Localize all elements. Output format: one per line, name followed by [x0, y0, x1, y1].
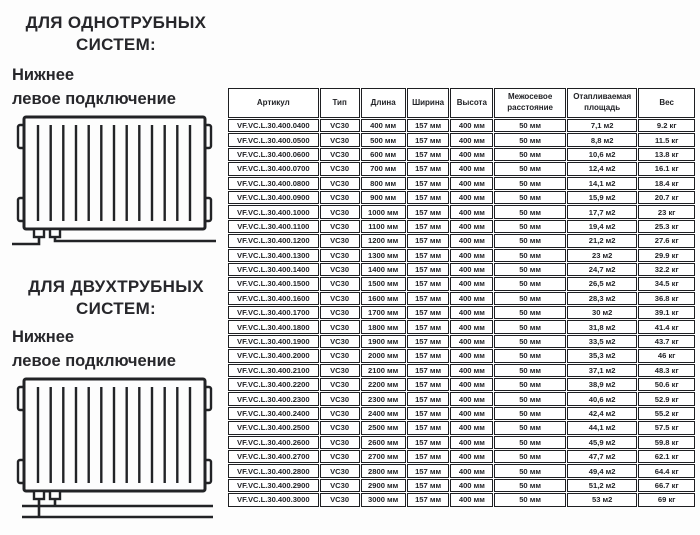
table-cell: 49,4 м2	[567, 464, 637, 477]
table-row	[228, 450, 695, 463]
table-cell: 32.2 кг	[638, 263, 695, 276]
table-cell: VF.VC.L.30.400.2900	[228, 479, 319, 492]
table-cell: 50 мм	[494, 407, 566, 420]
table-cell: VC30	[320, 263, 360, 276]
table-cell: 34.5 кг	[638, 277, 695, 290]
table-cell: 400 мм	[450, 191, 493, 204]
table-cell: 46 кг	[638, 349, 695, 362]
table-cell: 21,2 м2	[567, 234, 637, 247]
table-cell: 17,7 м2	[567, 205, 637, 218]
table-cell: 23 м2	[567, 249, 637, 262]
table-row	[228, 205, 695, 218]
table-cell: 50 мм	[494, 277, 566, 290]
table-cell: 2200 мм	[361, 378, 406, 391]
radiator-spec-table	[227, 87, 696, 508]
table-cell: 50 мм	[494, 133, 566, 146]
table-cell: VC30	[320, 378, 360, 391]
table-cell: VC30	[320, 392, 360, 405]
column-header: Высота	[450, 88, 493, 118]
table-cell: 20.7 кг	[638, 191, 695, 204]
table-cell: VC30	[320, 234, 360, 247]
table-cell: 400 мм	[450, 364, 493, 377]
table-cell: VF.VC.L.30.400.0500	[228, 133, 319, 146]
table-row	[228, 407, 695, 420]
table-row	[228, 421, 695, 434]
table-cell: 10,6 м2	[567, 148, 637, 161]
table-cell: VC30	[320, 364, 360, 377]
table-cell: 50 мм	[494, 493, 566, 506]
table-row	[228, 292, 695, 305]
table-cell: VC30	[320, 479, 360, 492]
table-cell: 50 мм	[494, 177, 566, 190]
table-cell: 25.3 кг	[638, 220, 695, 233]
table-cell: 2700 мм	[361, 450, 406, 463]
table-cell: 157 мм	[407, 148, 450, 161]
table-cell: 400 мм	[450, 421, 493, 434]
table-cell: 157 мм	[407, 320, 450, 333]
table-cell: VF.VC.L.30.400.2500	[228, 421, 319, 434]
table-cell: 3000 мм	[361, 493, 406, 506]
column-header: Тип	[320, 88, 360, 118]
table-cell: 500 мм	[361, 133, 406, 146]
table-cell: VF.VC.L.30.400.2100	[228, 364, 319, 377]
table-cell: 2800 мм	[361, 464, 406, 477]
table-cell: 66.7 кг	[638, 479, 695, 492]
table-cell: 37,1 м2	[567, 364, 637, 377]
subtitle-line: левое подключение	[12, 351, 176, 370]
subtitle-line: Нижнее	[12, 328, 75, 346]
table-cell: 51,2 м2	[567, 479, 637, 492]
table-row	[228, 220, 695, 233]
table-cell: 44,1 м2	[567, 421, 637, 434]
table-cell: 157 мм	[407, 335, 450, 348]
table-cell: 157 мм	[407, 349, 450, 362]
table-cell: 400 мм	[450, 133, 493, 146]
table-cell: 50 мм	[494, 205, 566, 218]
table-cell: 50 мм	[494, 234, 566, 247]
table-cell: 1000 мм	[361, 205, 406, 218]
table-cell: 400 мм	[450, 249, 493, 262]
table-cell: 400 мм	[450, 277, 493, 290]
table-cell: 157 мм	[407, 119, 450, 132]
table-cell: 157 мм	[407, 177, 450, 190]
table-cell: VF.VC.L.30.400.0700	[228, 162, 319, 175]
table-cell: VF.VC.L.30.400.2200	[228, 378, 319, 391]
table-cell: 50 мм	[494, 119, 566, 132]
table-cell: VC30	[320, 464, 360, 477]
table-cell: 36.8 кг	[638, 292, 695, 305]
table-cell: 2000 мм	[361, 349, 406, 362]
table-row	[228, 191, 695, 204]
table-cell: 700 мм	[361, 162, 406, 175]
single-pipe-radiator-diagram	[12, 112, 217, 248]
table-cell: VF.VC.L.30.400.0900	[228, 191, 319, 204]
table-row	[228, 335, 695, 348]
table-cell: 1200 мм	[361, 234, 406, 247]
table-cell: 400 мм	[450, 234, 493, 247]
table-cell: 2900 мм	[361, 479, 406, 492]
table-cell: 12,4 м2	[567, 162, 637, 175]
table-cell: 600 мм	[361, 148, 406, 161]
table-cell: 31,8 м2	[567, 320, 637, 333]
table-cell: VF.VC.L.30.400.0600	[228, 148, 319, 161]
table-cell: 47,7 м2	[567, 450, 637, 463]
table-cell: VF.VC.L.30.400.2700	[228, 450, 319, 463]
two-pipe-section-title	[10, 276, 222, 321]
column-header: Ширина	[407, 88, 450, 118]
table-cell: VF.VC.L.30.400.1400	[228, 263, 319, 276]
table-cell: 13.8 кг	[638, 148, 695, 161]
table-cell: VC30	[320, 177, 360, 190]
table-cell: 157 мм	[407, 191, 450, 204]
table-cell: VF.VC.L.30.400.1800	[228, 320, 319, 333]
single-pipe-connection-label	[12, 64, 222, 112]
table-cell: VC30	[320, 133, 360, 146]
table-cell: VF.VC.L.30.400.2600	[228, 436, 319, 449]
table-cell: VC30	[320, 220, 360, 233]
table-cell: 157 мм	[407, 162, 450, 175]
title-line: СИСТЕМ:	[76, 35, 156, 55]
table-cell: 1600 мм	[361, 292, 406, 305]
table-cell: 400 мм	[450, 320, 493, 333]
left-panel	[10, 0, 222, 535]
table-cell: VC30	[320, 320, 360, 333]
table-cell: 50 мм	[494, 450, 566, 463]
table-cell: VF.VC.L.30.400.1000	[228, 205, 319, 218]
table-cell: 1700 мм	[361, 306, 406, 319]
table-cell: 48.3 кг	[638, 364, 695, 377]
table-cell: 23 кг	[638, 205, 695, 218]
subtitle-line: Нижнее	[12, 66, 75, 84]
table-cell: 157 мм	[407, 378, 450, 391]
table-cell: VF.VC.L.30.400.3000	[228, 493, 319, 506]
table-row	[228, 378, 695, 391]
table-cell: 50 мм	[494, 464, 566, 477]
table-cell: 157 мм	[407, 450, 450, 463]
table-cell: 35,3 м2	[567, 349, 637, 362]
table-cell: 400 мм	[450, 335, 493, 348]
table-cell: 1100 мм	[361, 220, 406, 233]
table-cell: VF.VC.L.30.400.2000	[228, 349, 319, 362]
table-cell: 50 мм	[494, 162, 566, 175]
table-cell: 50 мм	[494, 292, 566, 305]
table-cell: 400 мм	[450, 177, 493, 190]
table-cell: 50 мм	[494, 148, 566, 161]
table-cell: VC30	[320, 450, 360, 463]
table-cell: 157 мм	[407, 133, 450, 146]
table-row	[228, 162, 695, 175]
table-cell: 50 мм	[494, 392, 566, 405]
table-cell: 50.6 кг	[638, 378, 695, 391]
table-cell: 40,6 м2	[567, 392, 637, 405]
table-cell: 400 мм	[450, 450, 493, 463]
table-cell: 52.9 кг	[638, 392, 695, 405]
table-row	[228, 177, 695, 190]
table-cell: 2600 мм	[361, 436, 406, 449]
spec-table-panel	[227, 87, 696, 508]
table-row	[228, 436, 695, 449]
table-cell: 400 мм	[450, 119, 493, 132]
table-cell: 57.5 кг	[638, 421, 695, 434]
table-cell: 800 мм	[361, 177, 406, 190]
table-cell: 8,8 м2	[567, 133, 637, 146]
table-row	[228, 133, 695, 146]
table-cell: 400 мм	[450, 263, 493, 276]
table-cell: 400 мм	[450, 148, 493, 161]
column-header: Отапливаемая площадь	[567, 88, 637, 118]
table-row	[228, 119, 695, 132]
table-row	[228, 493, 695, 506]
table-cell: 2300 мм	[361, 392, 406, 405]
table-cell: VF.VC.L.30.400.1500	[228, 277, 319, 290]
table-cell: VC30	[320, 349, 360, 362]
table-cell: VC30	[320, 191, 360, 204]
table-header-row	[228, 88, 695, 118]
column-header: Длина	[361, 88, 406, 118]
table-cell: 1400 мм	[361, 263, 406, 276]
table-cell: 50 мм	[494, 436, 566, 449]
table-cell: VF.VC.L.30.400.1200	[228, 234, 319, 247]
table-cell: VC30	[320, 493, 360, 506]
single-pipe-radiator-icon	[12, 112, 217, 248]
table-cell: 157 мм	[407, 421, 450, 434]
table-cell: 157 мм	[407, 205, 450, 218]
two-pipe-radiator-icon	[12, 374, 217, 522]
table-cell: 53 м2	[567, 493, 637, 506]
table-cell: 2500 мм	[361, 421, 406, 434]
table-cell: 400 мм	[450, 436, 493, 449]
table-cell: 157 мм	[407, 436, 450, 449]
title-line: ДЛЯ ДВУХТРУБНЫХ	[28, 277, 204, 296]
table-cell: VF.VC.L.30.400.1700	[228, 306, 319, 319]
table-cell: 15,9 м2	[567, 191, 637, 204]
table-cell: VC30	[320, 335, 360, 348]
table-cell: VF.VC.L.30.400.2300	[228, 392, 319, 405]
table-cell: 1300 мм	[361, 249, 406, 262]
table-cell: 2100 мм	[361, 364, 406, 377]
table-row	[228, 148, 695, 161]
column-header: Вес	[638, 88, 695, 118]
table-cell: 33,5 м2	[567, 335, 637, 348]
single-pipe-section-title	[10, 12, 222, 57]
table-row	[228, 479, 695, 492]
table-cell: VF.VC.L.30.400.1100	[228, 220, 319, 233]
table-cell: 45,9 м2	[567, 436, 637, 449]
table-cell: 16.1 кг	[638, 162, 695, 175]
table-cell: 157 мм	[407, 392, 450, 405]
table-cell: 400 мм	[450, 392, 493, 405]
column-header: Межосевое расстояние	[494, 88, 566, 118]
table-cell: 157 мм	[407, 493, 450, 506]
two-pipe-connection-label	[12, 326, 222, 374]
table-cell: 400 мм	[450, 162, 493, 175]
table-cell: 400 мм	[450, 479, 493, 492]
table-row	[228, 249, 695, 262]
table-cell: 400 мм	[450, 493, 493, 506]
table-cell: VF.VC.L.30.400.1300	[228, 249, 319, 262]
table-cell: 400 мм	[450, 306, 493, 319]
table-cell: 59.8 кг	[638, 436, 695, 449]
table-cell: 400 мм	[450, 378, 493, 391]
table-cell: 400 мм	[450, 205, 493, 218]
table-cell: 1900 мм	[361, 335, 406, 348]
table-cell: 400 мм	[450, 407, 493, 420]
table-cell: 157 мм	[407, 249, 450, 262]
table-cell: 900 мм	[361, 191, 406, 204]
table-cell: 50 мм	[494, 364, 566, 377]
table-cell: 400 мм	[450, 292, 493, 305]
table-row	[228, 306, 695, 319]
two-pipe-radiator-diagram	[12, 374, 217, 522]
table-cell: 18.4 кг	[638, 177, 695, 190]
table-cell: 55.2 кг	[638, 407, 695, 420]
table-cell: 157 мм	[407, 364, 450, 377]
title-line: ДЛЯ ОДНОТРУБНЫХ	[25, 13, 207, 32]
table-row	[228, 349, 695, 362]
table-cell: 39.1 кг	[638, 306, 695, 319]
table-cell: 157 мм	[407, 292, 450, 305]
table-cell: 24,7 м2	[567, 263, 637, 276]
table-cell: 50 мм	[494, 349, 566, 362]
table-cell: 400 мм	[450, 349, 493, 362]
subtitle-line: левое подключение	[12, 89, 176, 108]
table-row	[228, 320, 695, 333]
table-cell: 41.4 кг	[638, 320, 695, 333]
table-cell: 157 мм	[407, 479, 450, 492]
table-cell: VC30	[320, 306, 360, 319]
table-cell: 157 мм	[407, 263, 450, 276]
table-cell: 19,4 м2	[567, 220, 637, 233]
table-cell: 50 мм	[494, 249, 566, 262]
table-cell: VC30	[320, 249, 360, 262]
table-cell: 1800 мм	[361, 320, 406, 333]
table-cell: 400 мм	[361, 119, 406, 132]
table-row	[228, 364, 695, 377]
table-cell: VF.VC.L.30.400.2400	[228, 407, 319, 420]
table-row	[228, 392, 695, 405]
title-line: СИСТЕМ:	[76, 299, 156, 319]
table-cell: 50 мм	[494, 220, 566, 233]
table-cell: 27.6 кг	[638, 234, 695, 247]
table-cell: 157 мм	[407, 306, 450, 319]
table-cell: 28,3 м2	[567, 292, 637, 305]
table-cell: 157 мм	[407, 464, 450, 477]
table-cell: 69 кг	[638, 493, 695, 506]
table-cell: 50 мм	[494, 378, 566, 391]
table-cell: 14,1 м2	[567, 177, 637, 190]
table-cell: VF.VC.L.30.400.1600	[228, 292, 319, 305]
table-cell: 9.2 кг	[638, 119, 695, 132]
table-cell: VF.VC.L.30.400.2800	[228, 464, 319, 477]
table-cell: VC30	[320, 436, 360, 449]
table-cell: 157 мм	[407, 277, 450, 290]
table-cell: VC30	[320, 292, 360, 305]
table-row	[228, 277, 695, 290]
table-cell: VC30	[320, 148, 360, 161]
table-cell: 1500 мм	[361, 277, 406, 290]
table-cell: 62.1 кг	[638, 450, 695, 463]
table-cell: 50 мм	[494, 306, 566, 319]
table-cell: 50 мм	[494, 320, 566, 333]
table-cell: VC30	[320, 162, 360, 175]
table-cell: 400 мм	[450, 220, 493, 233]
table-cell: 29.9 кг	[638, 249, 695, 262]
table-cell: VC30	[320, 205, 360, 218]
table-cell: 157 мм	[407, 407, 450, 420]
table-cell: 50 мм	[494, 191, 566, 204]
table-cell: 50 мм	[494, 263, 566, 276]
table-cell: 2400 мм	[361, 407, 406, 420]
table-row	[228, 464, 695, 477]
table-cell: 400 мм	[450, 464, 493, 477]
column-header: Артикул	[228, 88, 319, 118]
table-cell: VC30	[320, 421, 360, 434]
table-cell: 38,9 м2	[567, 378, 637, 391]
table-row	[228, 234, 695, 247]
table-cell: 157 мм	[407, 234, 450, 247]
table-cell: 50 мм	[494, 421, 566, 434]
table-cell: 7,1 м2	[567, 119, 637, 132]
table-cell: 43.7 кг	[638, 335, 695, 348]
table-cell: VF.VC.L.30.400.0400	[228, 119, 319, 132]
table-row	[228, 263, 695, 276]
table-cell: VF.VC.L.30.400.1900	[228, 335, 319, 348]
table-cell: 11.5 кг	[638, 133, 695, 146]
table-cell: VC30	[320, 277, 360, 290]
table-cell: 30 м2	[567, 306, 637, 319]
table-cell: 64.4 кг	[638, 464, 695, 477]
table-cell: 50 мм	[494, 335, 566, 348]
table-cell: 26,5 м2	[567, 277, 637, 290]
table-cell: 157 мм	[407, 220, 450, 233]
table-cell: 50 мм	[494, 479, 566, 492]
table-cell: 42,4 м2	[567, 407, 637, 420]
table-cell: VC30	[320, 119, 360, 132]
table-cell: VF.VC.L.30.400.0800	[228, 177, 319, 190]
table-cell: VC30	[320, 407, 360, 420]
